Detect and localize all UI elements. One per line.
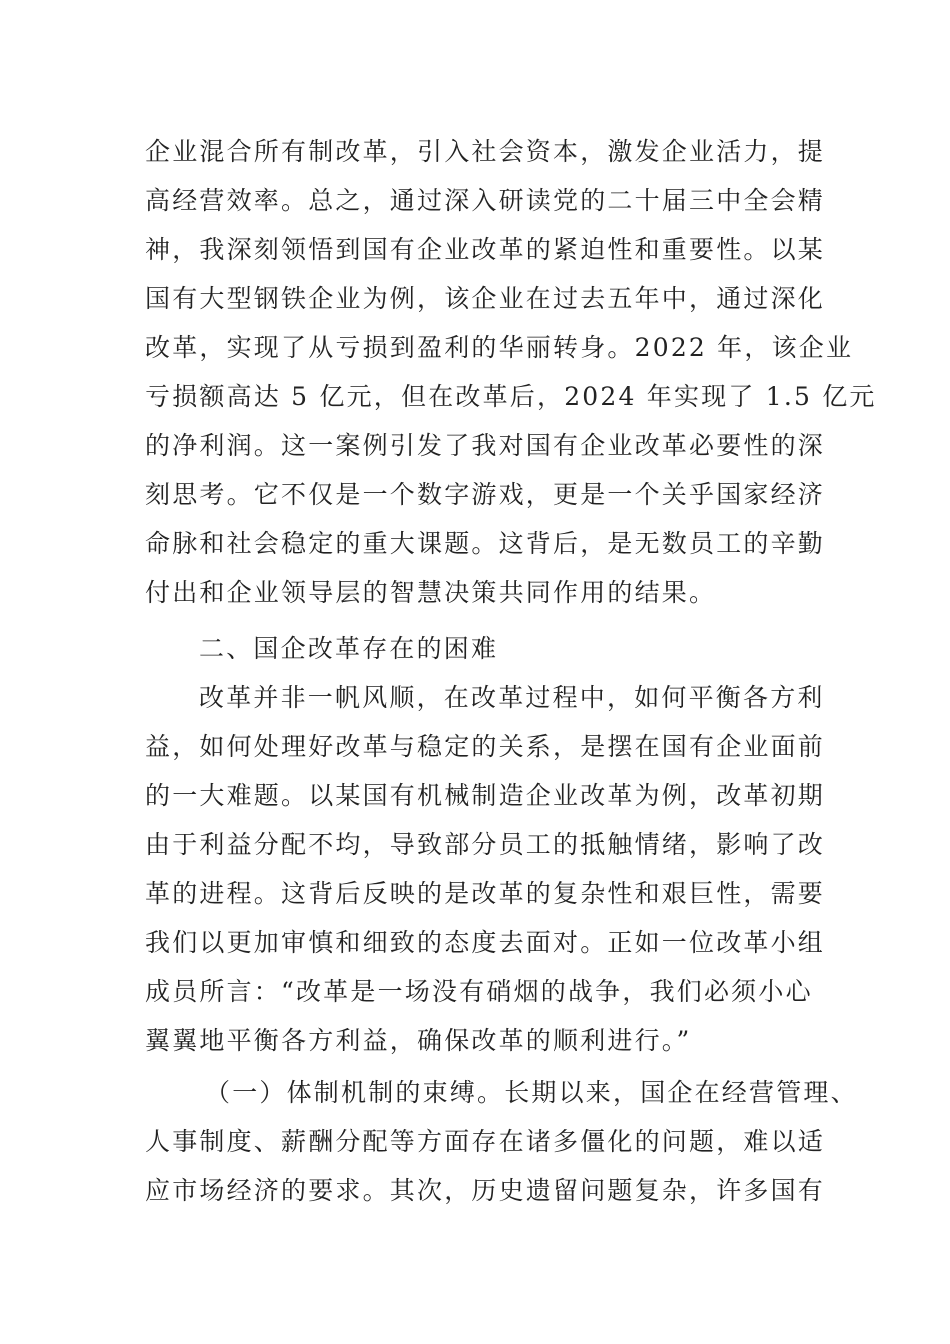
paragraph-line: 国有大型钢铁企业为例，该企业在过去五年中，通过深化 xyxy=(145,284,826,313)
paragraph-line: 亏损额高达 5 亿元，但在改革后，2024 年实现了 1.5 亿元 xyxy=(145,382,877,411)
section-heading: 二、国企改革存在的困难 xyxy=(199,634,499,663)
paragraph-line: 的一大难题。以某国有机械制造企业改革为例，改革初期 xyxy=(145,781,826,810)
paragraph-line: 革的进程。这背后反映的是改革的复杂性和艰巨性，需要 xyxy=(145,879,826,908)
paragraph-line: 改革并非一帆风顺，在改革过程中，如何平衡各方利 xyxy=(199,683,825,712)
reform-paragraph xyxy=(145,673,826,1065)
paragraph-line: 人事制度、薪酬分配等方面存在诸多僵化的问题，难以适 xyxy=(145,1127,826,1156)
paragraph-line: 翼翼地平衡各方利益，确保改革的顺利进行。” xyxy=(145,1026,692,1055)
section-heading-block xyxy=(145,624,805,673)
paragraph-line: （一）体制机制的束缚。长期以来，国企在经营管理、 xyxy=(205,1078,858,1107)
paragraph-line: 命脉和社会稳定的重大课题。这背后，是无数员工的辛勤 xyxy=(145,529,826,558)
paragraph-line: 付出和企业领导层的智慧决策共同作用的结果。 xyxy=(145,578,717,607)
paragraph-line: 成员所言：“改革是一场没有硝烟的战争，我们必须小心 xyxy=(145,977,813,1006)
paragraph-line: 神，我深刻领悟到国有企业改革的紧迫性和重要性。以某 xyxy=(145,235,826,264)
institutional-paragraph xyxy=(145,1068,858,1215)
paragraph-line: 应市场经济的要求。其次，历史遗留问题复杂，许多国有 xyxy=(145,1176,826,1205)
paragraph-line: 益，如何处理好改革与稳定的关系，是摆在国有企业面前 xyxy=(145,732,826,761)
paragraph-line: 刻思考。它不仅是一个数字游戏，更是一个关乎国家经济 xyxy=(145,480,826,509)
paragraph-line: 由于利益分配不均，导致部分员工的抵触情绪，影响了改 xyxy=(145,830,826,859)
paragraph-line: 我们以更加审慎和细致的态度去面对。正如一位改革小组 xyxy=(145,928,826,957)
continued-paragraph xyxy=(145,127,877,617)
paragraph-line: 高经营效率。总之，通过深入研读党的二十届三中全会精 xyxy=(145,186,826,215)
paragraph-line: 的净利润。这一案例引发了我对国有企业改革必要性的深 xyxy=(145,431,826,460)
paragraph-line: 改革，实现了从亏损到盈利的华丽转身。2022 年，该企业 xyxy=(145,333,854,362)
paragraph-line: 企业混合所有制改革，引入社会资本，激发企业活力，提 xyxy=(145,137,826,166)
